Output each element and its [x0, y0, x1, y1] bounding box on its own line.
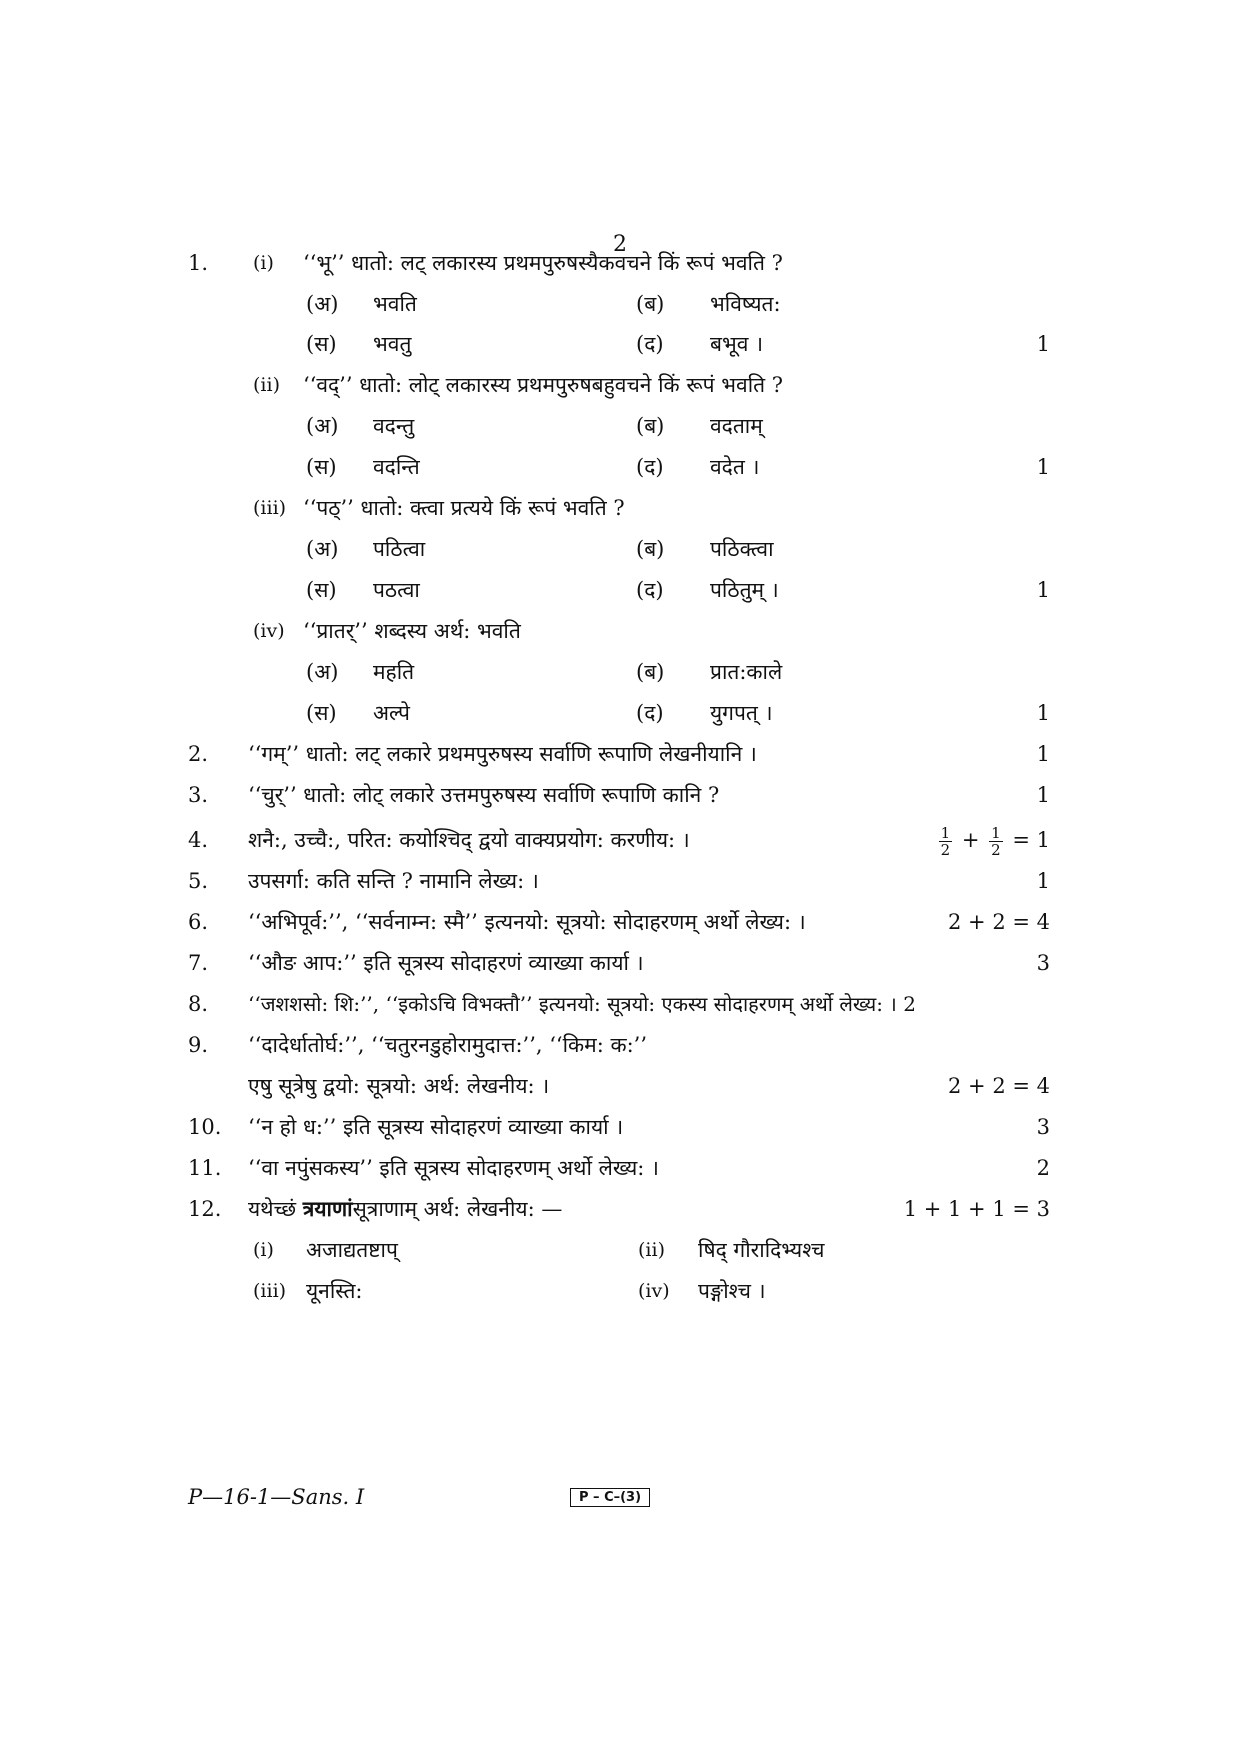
option-row [0, 287, 1240, 321]
part-text: ‘‘भू’’ धातो: लट् लकारस्य प्रथमपुरुषस्यैकवचने किं रूपं भवति ? [303, 251, 783, 275]
question-3 [0, 778, 1240, 812]
marks: 1 [1036, 783, 1050, 807]
option-row [0, 532, 1240, 566]
marks: 1 [1036, 742, 1050, 766]
option-text: पठितुम् । [710, 578, 779, 602]
question-text: ‘‘औङ आप:’’ इति सूत्रस्य सोदाहरणं व्याख्या कार्या । [248, 951, 644, 975]
question-1-part-iii [0, 491, 1240, 525]
marks: 3 [1036, 951, 1050, 975]
text-part: सूत्राणाम् अर्थ: लेखनीय: — [352, 1197, 563, 1221]
fraction-numerator: 1 [991, 824, 1001, 842]
question-text: उपसर्गा: कति सन्ति ? नामानि लेख्य: । [248, 869, 539, 893]
item-text: षिद् गौरादिभ्यश्च [698, 1238, 825, 1262]
question-number: 1. [188, 251, 209, 275]
option-text: भवति [373, 292, 417, 316]
item-label: (ii) [638, 1239, 665, 1261]
option-text: वदेत । [710, 455, 760, 479]
marks-fraction [936, 819, 1050, 861]
part-text: ‘‘प्रातर्’’ शब्दस्य अर्थ: भवति [303, 619, 521, 643]
option-label: (स) [306, 455, 337, 479]
question-text: ‘‘जशशसो: शि:’’, ‘‘इकोऽचि विभक्तौ’’ इत्यनयो: सूत्रयो: एकस्य सोदाहरणम् अर्थो लेख्य: । 2 [248, 992, 916, 1016]
question-10 [0, 1110, 1240, 1144]
fraction-numerator: 1 [940, 824, 951, 842]
question-6 [0, 905, 1240, 939]
option-text: वदताम् [710, 414, 763, 438]
marks: 1 [1036, 869, 1050, 893]
option-text: वदन्ति [373, 455, 420, 479]
question-number: 5. [188, 869, 209, 893]
option-row [0, 409, 1240, 443]
option-label: (अ) [306, 537, 339, 561]
question-text: शनै:, उच्चै:, परित: कयोश्चिद् द्वयो वाक्यप्रयोग: करणीय: । [248, 828, 690, 852]
question-number: 9. [188, 1033, 209, 1057]
question-number: 8. [188, 992, 209, 1016]
option-text: बभूव । [710, 332, 764, 356]
question-number: 3. [188, 783, 209, 807]
question-number: 12. [188, 1197, 222, 1221]
marks: 1 [1036, 455, 1050, 479]
question-number: 7. [188, 951, 209, 975]
fraction [939, 825, 953, 858]
paper-code: P—16-1—Sans. I [188, 1485, 365, 1509]
question-number: 2. [188, 742, 209, 766]
plus-sign: + [961, 828, 980, 852]
question-text: ‘‘अभिपूर्व:’’, ‘‘सर्वनाम्न: स्मै’’ इत्यनयो: सूत्रयो: सोदाहरणम् अर्थो लेख्य: । [248, 910, 806, 934]
part-label: (iii) [253, 497, 287, 519]
option-label: (ब) [636, 537, 665, 561]
item-text: अजाद्यतष्टाप् [306, 1238, 398, 1262]
option-label: (ब) [636, 660, 665, 684]
option-label: (स) [306, 701, 337, 725]
marks: 2 + 2 = 4 [948, 910, 1050, 934]
question-5 [0, 864, 1240, 898]
option-row [0, 327, 1240, 361]
option-label: (स) [306, 578, 337, 602]
item-text: यूनस्ति: [306, 1279, 363, 1303]
part-label: (ii) [253, 374, 280, 396]
text-bold: त्रयाणां [302, 1196, 353, 1221]
question-4 [0, 819, 1240, 861]
question-9 [0, 1028, 1240, 1062]
part-label: (i) [253, 252, 274, 274]
option-label: (द) [636, 701, 664, 725]
question-text: ‘‘दादेर्धातोर्घ:’’, ‘‘चतुरनडुहोरामुदात्त:’’, ‘‘किम: क:’’ [248, 1033, 648, 1057]
question-text: ‘‘वा नपुंसकस्य’’ इति सूत्रस्य सोदाहरणम् अर्थो लेख्य: । [248, 1156, 660, 1180]
marks: 1 [1036, 332, 1050, 356]
option-row [0, 450, 1240, 484]
question-number: 4. [188, 828, 209, 852]
question-text: एषु सूत्रेषु द्वयो: सूत्रयो: अर्थ: लेखनीय: । [248, 1074, 550, 1098]
option-label: (ब) [636, 414, 665, 438]
option-row [0, 573, 1240, 607]
option-text: पठत्वा [373, 578, 420, 602]
text-part: यथेच्छं [248, 1197, 297, 1221]
question-text [248, 1192, 562, 1226]
option-label: (अ) [306, 414, 339, 438]
question-1-part-iv [0, 614, 1240, 648]
fraction-denominator: 2 [940, 841, 951, 859]
sutra-row [0, 1233, 1240, 1267]
question-1-part-i [0, 246, 1240, 280]
option-label: (अ) [306, 660, 339, 684]
option-text: पठिक्त्वा [710, 537, 774, 561]
question-number: 10. [188, 1115, 222, 1139]
option-text: भवतु [373, 332, 412, 356]
option-label: (द) [636, 332, 664, 356]
marks: 1 + 1 + 1 = 3 [903, 1197, 1050, 1221]
option-text: भविष्यत: [710, 292, 781, 316]
part-text: ‘‘वद्’’ धातो: लोट् लकारस्य प्रथमपुरुषबहुवचने किं रूपं भवति ? [303, 373, 784, 397]
item-text: पङ्गोश्च । [698, 1279, 766, 1303]
fraction [989, 825, 1003, 858]
option-text: अल्पे [373, 701, 410, 725]
question-11 [0, 1151, 1240, 1185]
part-label: (iv) [253, 620, 285, 642]
option-row [0, 696, 1240, 730]
equals-total: = 1 [1012, 828, 1050, 852]
marks: 3 [1036, 1115, 1050, 1139]
part-text: ‘‘पठ्’’ धातो: क्त्वा प्रत्यये किं रूपं भवति ? [303, 496, 625, 520]
question-text: ‘‘न हो ध:’’ इति सूत्रस्य सोदाहरणं व्याख्या कार्या । [248, 1115, 624, 1139]
question-8 [0, 987, 1240, 1021]
marks: 1 [1036, 578, 1050, 602]
option-label: (अ) [306, 292, 339, 316]
fraction-denominator: 2 [991, 841, 1001, 859]
option-label: (द) [636, 578, 664, 602]
option-text: महति [373, 660, 415, 684]
question-number: 11. [188, 1156, 222, 1180]
sutra-row [0, 1274, 1240, 1308]
marks: 2 + 2 = 4 [948, 1074, 1050, 1098]
option-row [0, 655, 1240, 689]
question-9-line-2 [0, 1069, 1240, 1103]
question-2 [0, 737, 1240, 771]
print-code-box: P – C–(3) [570, 1488, 650, 1507]
item-label: (iv) [638, 1280, 670, 1302]
option-text: पठित्वा [373, 537, 426, 561]
question-text: ‘‘गम्’’ धातो: लट् लकारे प्रथमपुरुषस्य सर्वाणि रूपाणि लेखनीयानि । [248, 742, 757, 766]
marks: 1 [1036, 701, 1050, 725]
question-7 [0, 946, 1240, 980]
option-label: (ब) [636, 292, 665, 316]
question-text: ‘‘चुर्’’ धातो: लोट् लकारे उत्तमपुरुषस्य सर्वाणि रूपाणि कानि ? [248, 783, 720, 807]
item-label: (i) [253, 1239, 274, 1261]
option-label: (द) [636, 455, 664, 479]
question-1-part-ii [0, 368, 1240, 402]
item-label: (iii) [253, 1280, 287, 1302]
option-text: वदन्तु [373, 414, 415, 438]
page-number: 2 [613, 232, 627, 257]
marks: 2 [1036, 1156, 1050, 1180]
option-text: युगपत् । [710, 701, 773, 725]
option-text: प्रात:काले [710, 660, 783, 684]
question-number: 6. [188, 910, 209, 934]
option-label: (स) [306, 332, 337, 356]
question-12 [0, 1192, 1240, 1226]
